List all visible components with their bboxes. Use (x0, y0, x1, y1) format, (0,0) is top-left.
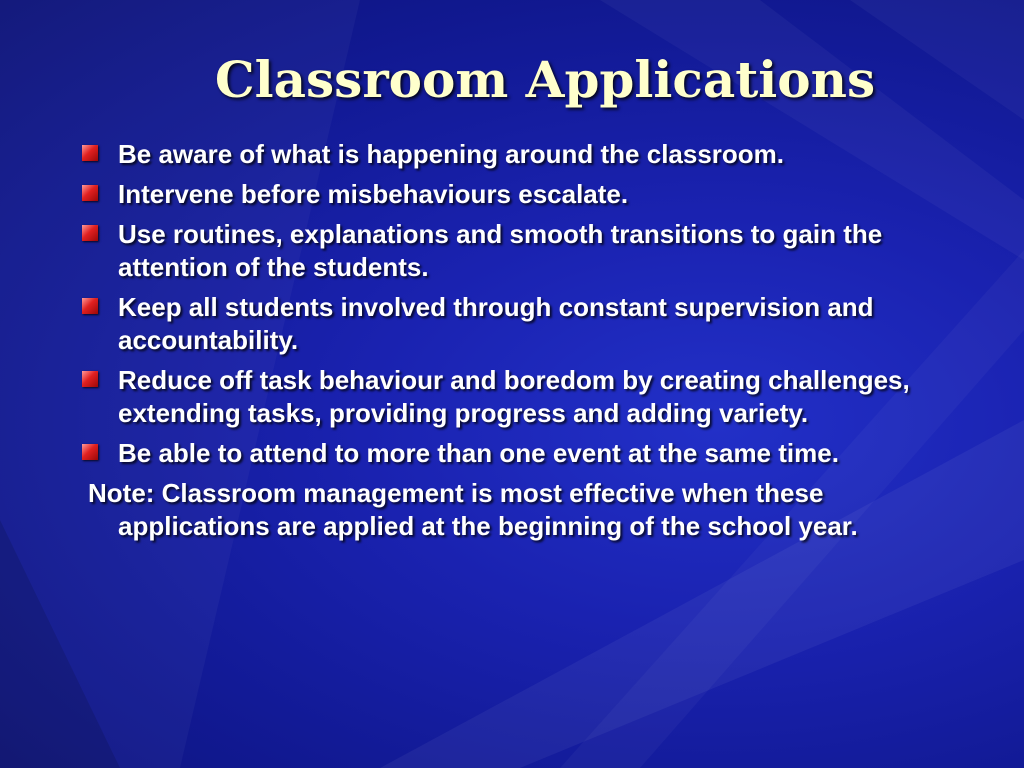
red-square-bullet-icon (82, 444, 98, 460)
bullet-text: Be able to attend to more than one event at the same time. (118, 438, 839, 468)
bullet-list (80, 138, 930, 470)
red-square-bullet-icon (82, 371, 98, 387)
slide-title: Classroom Applications (214, 50, 876, 109)
list-item (80, 218, 930, 284)
bullet-text: Intervene before misbehaviours escalate. (118, 179, 629, 209)
bullet-text: Reduce off task behaviour and boredom by creating challenges, extending tasks, providing progress and adding variety. (118, 365, 910, 428)
list-item (80, 437, 930, 470)
bullet-text: Be aware of what is happening around the classroom. (118, 139, 785, 169)
note-text: Note: Classroom management is most effective when these applications are applied at the beginning of the school year. (88, 478, 858, 541)
list-item (80, 364, 930, 430)
bullet-text: Use routines, explanations and smooth transitions to gain the attention of the students. (118, 219, 883, 282)
list-item (80, 178, 930, 211)
list-item (80, 138, 930, 171)
list-item (80, 291, 930, 357)
red-square-bullet-icon (82, 225, 98, 241)
red-square-bullet-icon (82, 185, 98, 201)
red-square-bullet-icon (82, 298, 98, 314)
slide-body (80, 138, 930, 543)
bullet-text: Keep all students involved through constant supervision and accountability. (118, 292, 874, 355)
red-square-bullet-icon (82, 145, 98, 161)
